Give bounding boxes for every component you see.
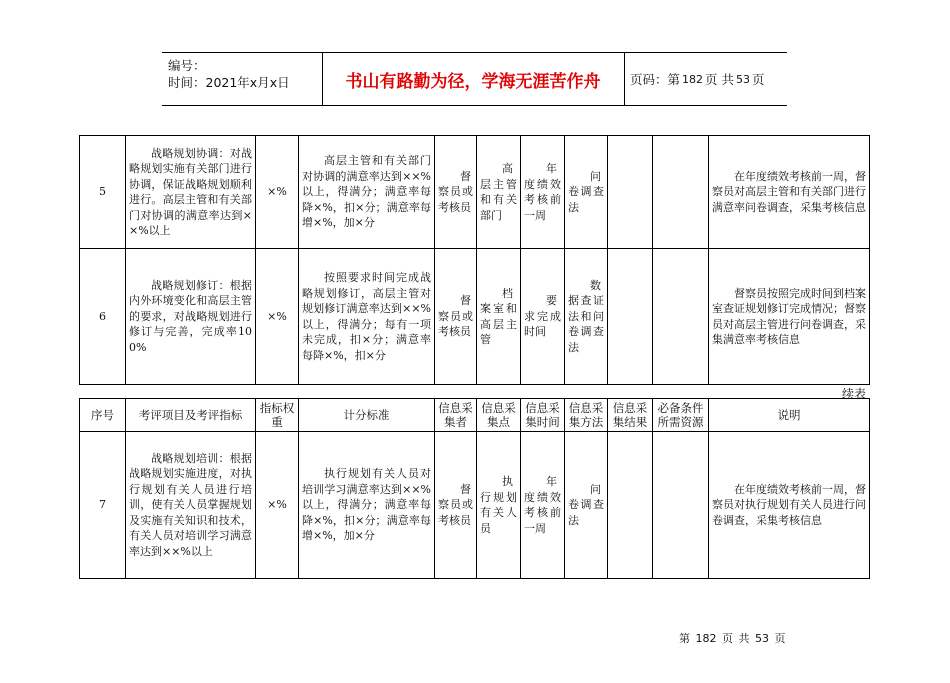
page-header (162, 52, 787, 106)
evaluation-table-bottom (79, 398, 870, 579)
column-header: 计分标准 (299, 399, 435, 432)
column-header: 信息采集结果 (608, 399, 653, 432)
column-header: 信息采集者 (435, 399, 477, 432)
column-header: 指标权重 (256, 399, 299, 432)
description: 在年度绩效考核前一周，督察员对执行规划有关人员进行问卷调查，采集考核信息 (709, 432, 870, 579)
serial-number-label: 编号： (168, 58, 206, 73)
row-number: 6 (80, 249, 126, 385)
scoring-standard: 执行规划有关人员对培训学习满意率达到××%以上，得满分；满意率每降×%，扣×分；满意率每增×%，加×分 (299, 432, 435, 579)
collection-method: 问卷调查法 (565, 432, 608, 579)
required-resources (653, 249, 709, 385)
collection-result (608, 249, 653, 385)
table-header-row (80, 399, 870, 432)
column-header: 序号 (80, 399, 126, 432)
collection-time: 要求完成时间 (521, 249, 565, 385)
column-header: 说明 (709, 399, 870, 432)
page-prefix: 页码：第 (630, 72, 681, 87)
weight: ×% (256, 249, 299, 385)
motto: 书山有路勤为径，学海无涯苦作舟 (322, 53, 625, 105)
table-row (80, 432, 870, 579)
continued-label: 续表 (842, 387, 867, 401)
header-meta (162, 53, 323, 105)
page-number: 182 (682, 72, 704, 86)
page-mid: 页 共 (705, 72, 734, 87)
collector: 督察员或考核员 (435, 432, 477, 579)
collector: 督察员或考核员 (435, 249, 477, 385)
collection-point: 档案室和高层主管 (477, 249, 521, 385)
page-footer: 第 182 页 共 53 页 (679, 632, 786, 645)
weight: ×% (256, 136, 299, 249)
column-header: 信息采集方法 (565, 399, 608, 432)
evaluation-table-top (79, 135, 870, 385)
row-number: 7 (80, 432, 126, 579)
column-header: 必备条件所需资源 (653, 399, 709, 432)
collection-method: 问卷调查法 (565, 136, 608, 249)
collection-point: 高层主管和有关部门 (477, 136, 521, 249)
page-counter (624, 53, 793, 105)
page-total: 53 (736, 72, 750, 86)
collection-time: 年度绩效考核前一周 (521, 432, 565, 579)
collection-result (608, 136, 653, 249)
column-header: 考评项目及考评指标 (126, 399, 256, 432)
column-header: 信息采集时间 (521, 399, 565, 432)
collection-method: 数据查证法和问卷调查法 (565, 249, 608, 385)
collection-result (608, 432, 653, 579)
collection-time: 年度绩效考核前一周 (521, 136, 565, 249)
row-number: 5 (80, 136, 126, 249)
table-row (80, 136, 870, 249)
evaluation-item: 战略规划培训：根据战略规划实施进度，对执行规划有关人员进行培训，使有关人员掌握规划及实施有关知识和技术，有关人员对培训学习满意率达到××%以上 (126, 432, 256, 579)
table-row (80, 249, 870, 385)
required-resources (653, 432, 709, 579)
collector: 督察员或考核员 (435, 136, 477, 249)
column-header: 信息采集点 (477, 399, 521, 432)
date-label: 时间：2021年x月x日 (168, 75, 290, 90)
evaluation-item: 战略规划修订：根据内外环境变化和高层主管的要求，对战略规划进行修订与完善，完成率100% (126, 249, 256, 385)
description: 督察员按照完成时间到档案室查证规划修订完成情况；督察员对高层主管进行问卷调查，采集满意率考核信息 (709, 249, 870, 385)
required-resources (653, 136, 709, 249)
description: 在年度绩效考核前一周，督察员对高层主管和有关部门进行满意率问卷调查，采集考核信息 (709, 136, 870, 249)
scoring-standard: 按照要求时间完成战略规划修订，高层主管对规划修订满意率达到××%以上，得满分；每有一项未完成，扣×分；满意率每降×%，扣×分 (299, 249, 435, 385)
collection-point: 执行规划有关人员 (477, 432, 521, 579)
evaluation-item: 战略规划协调：对战略规划实施有关部门进行协调，保证战略规划顺利进行。高层主管和有关部门对协调的满意率达到××%以上 (126, 136, 256, 249)
page-suffix: 页 (752, 72, 765, 87)
scoring-standard: 高层主管和有关部门对协调的满意率达到××%以上，得满分；满意率每降×%，扣×分；满意率每增×%，加×分 (299, 136, 435, 249)
weight: ×% (256, 432, 299, 579)
